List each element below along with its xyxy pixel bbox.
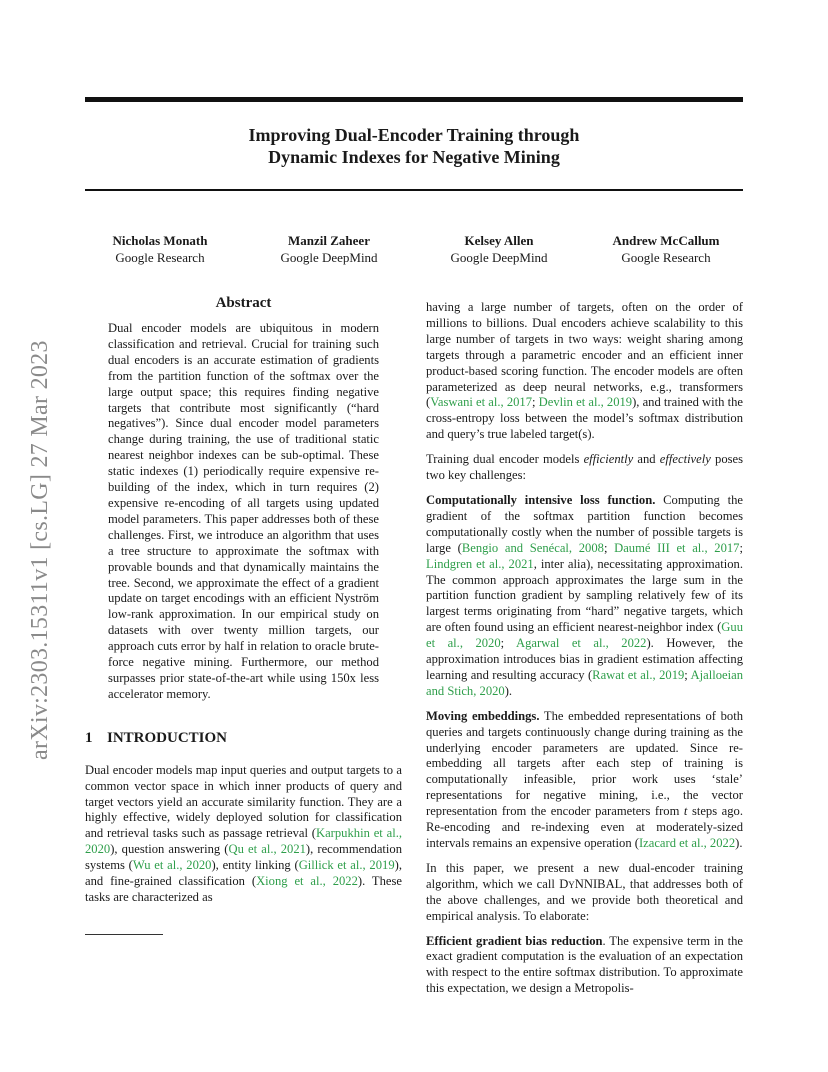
author-block [85, 232, 743, 272]
author-name: Nicholas Monath [112, 233, 208, 248]
text-run: Dual encoder models map input queries and output targets to a common vector space in which inner products of query and target vectors yield an accurate similarity function. They are a highly effective, widely deployed solution for classification and retrieval tasks such as passage retrieval ( [85, 762, 402, 841]
text-run: ). However, the approximation introduces bias in gradient estimation affecting learning and resulting accuracy ( [426, 636, 744, 682]
author-name: Andrew McCallum [612, 233, 720, 248]
text-run: ). These tasks are characterized as [85, 874, 402, 904]
citation-link[interactable]: Wu et al., 2020 [132, 858, 212, 873]
emphasis: efficiently [583, 452, 634, 467]
title-line-2: Dynamic Indexes for Negative Mining [268, 147, 560, 167]
paper-title [85, 124, 743, 168]
citation-link[interactable]: Bengio and Senécal, 2008 [461, 540, 604, 555]
author-affiliation: Google Research [621, 250, 711, 265]
paragraph-run-in-heading: Moving embeddings. [426, 708, 540, 723]
text-run: . The expensive term in the exact gradient computation is the evaluation of an expectation with respect to the entire softmax distribution. To approximate this expectation, we design a Metropolis- [426, 933, 744, 996]
citation-link[interactable]: Devlin et al., 2019 [538, 395, 633, 410]
right-paragraph-3 [426, 493, 743, 700]
right-paragraph-4 [426, 709, 743, 852]
author-2 [249, 232, 409, 266]
text-run: having a large number of targets, often on the order of millions to billions. Dual encoders achieve scalability to this large number of targets in two ways: weight sharing among targets through a parametric encoder and an efficient inner product-based scoring function. The encoder models are often parameterized as deep neural networks, e.g., transformers ( [426, 300, 743, 410]
citation-link[interactable]: Gillick et al., 2019 [298, 858, 395, 873]
text-run: ), recommendation systems ( [85, 842, 403, 873]
text-run: ), and fine-grained classification ( [85, 858, 402, 889]
author-name: Manzil Zaheer [288, 233, 370, 248]
right-paragraph-1 [426, 300, 743, 443]
math-variable: t [683, 804, 688, 819]
right-paragraph-6 [426, 934, 743, 998]
footnote-rule [85, 934, 163, 935]
citation-link[interactable]: Rawat et al., 2019 [592, 667, 685, 682]
abstract-heading: Abstract [215, 295, 272, 311]
author-name: Kelsey Allen [464, 233, 534, 248]
citation-link[interactable]: Vaswani et al., 2017 [430, 395, 533, 410]
author-3 [419, 232, 579, 266]
text-run: poses two key challenges: [426, 452, 744, 483]
section-title: INTRODUCTION [107, 729, 228, 746]
citation-link[interactable]: Guu et al., 2020 [426, 620, 743, 651]
abstract-text: Dual encoder models are ubiquitous in modern classification and retrieval. Crucial for training such dual encoders is an accurate estimation of gradients from the partition function of the softmax over the large output space; this requires finding negative targets that contribute most significantly (“hard negatives”). Since dual encoder model parameters change during training, the use of traditional static nearest neighbor indexes can be sub-optimal. These static indexes (1) periodically require expensive re-building of the index, which in turn requires (2) expensive re-encoding of all targets using updated model parameters. This paper addresses both of these challenges. First, we introduce an algorithm that uses a tree structure to approximate the softmax with provable bounds and that dynamically maintains the tree. Second, we approximate the effect of a gradient update on target encodings with an efficient Nyström low-rank approximation. In our empirical study on datasets with over twenty million targets, our approach cuts error by half in relation to oracle brute-force negative mining. Furthermore, our method surpasses prior state-of-the-art while using 150x less accelerator memory. [108, 321, 379, 701]
text-run: ), entity linking ( [211, 858, 299, 873]
left-column [85, 294, 402, 915]
citation-link[interactable]: Xiong et al., 2022 [256, 874, 358, 889]
right-column [426, 300, 743, 1006]
title-line-1: Improving Dual-Encoder Training through [248, 125, 580, 145]
section-number: 1 [85, 729, 93, 746]
citation-link[interactable]: Ajalloeian and Stich, 2020 [426, 667, 743, 698]
author-affiliation: Google Research [115, 250, 205, 265]
text-run: ; [603, 540, 615, 555]
right-paragraph-2 [426, 452, 743, 484]
citation-link[interactable]: Karpukhin et al., 2020 [85, 826, 402, 857]
text-run: , inter alia), necessitating approximation. The common approach approximates the large sum in the partition function gradient by sampling relatively few of its largest terms originating from “hard” negative targets, which are often found using an efficient nearest-neighbor index ( [426, 556, 743, 635]
text-run: In this paper, we present a new dual-encoder training algorithm, which we call [426, 860, 743, 891]
text-run: ). [504, 683, 513, 698]
right-paragraph-5 [426, 861, 743, 925]
intro-paragraph-1 [85, 763, 402, 906]
author-affiliation: Google DeepMind [280, 250, 378, 265]
paragraph-run-in-heading: Computationally intensive loss function. [426, 492, 656, 507]
citation-link[interactable]: Daumé III et al., 2017 [614, 540, 740, 555]
method-name: DyNNIBAL [559, 876, 623, 891]
citation-link[interactable]: Lindgren et al., 2021 [426, 556, 534, 571]
author-1 [80, 232, 240, 266]
text-run: ; [500, 636, 516, 651]
emphasis: effectively [659, 452, 711, 467]
text-run: steps ago. Re-encoding and re-indexing even at moderately-sized intervals remains an expensive operation ( [426, 804, 743, 850]
text-run: ), and trained with the cross-entropy loss between the model’s softmax distribution and query’s true labeled target(s). [426, 395, 743, 442]
text-run: ), question answering ( [110, 842, 229, 857]
arxiv-identifier: arXiv:2303.15311v1 [cs.LG] 27 Mar 2023 [27, 340, 53, 760]
text-run: , that addresses both of the above challenges, and we provide both theoretical and empirical analysis. To elaborate: [426, 876, 743, 923]
author-affiliation: Google DeepMind [450, 250, 548, 265]
paragraph-run-in-heading: Efficient gradient bias reduction [426, 933, 603, 948]
title-rule [85, 189, 743, 191]
citation-link[interactable]: Izacard et al., 2022 [638, 836, 736, 850]
citation-link[interactable]: Qu et al., 2021 [228, 842, 306, 857]
section-heading-introduction [85, 729, 402, 747]
text-run: and [633, 452, 660, 467]
abstract [85, 321, 402, 703]
top-rule [85, 97, 743, 102]
citation-link[interactable]: Agarwal et al., 2022 [515, 636, 647, 651]
author-4 [586, 232, 746, 266]
text-run: ; [684, 667, 691, 682]
text-run: Computing the gradient of the softmax partition function becomes computationally costly when the number of possible targets is large ( [426, 492, 743, 555]
text-run: ; [739, 540, 743, 555]
text-run: Training dual encoder models [426, 452, 584, 467]
text-run: The embedded representations of both queries and targets continuously change during training as the underlying encoder parameters are updated. Since re-embedding all targets after each step of training is computationally infeasible, prior work uses ‘stale’ representations for negative mining, i.e., the vector representation from the encoder parameters from [426, 708, 743, 819]
text-run: ). [735, 836, 743, 850]
text-run: ; [532, 395, 539, 410]
